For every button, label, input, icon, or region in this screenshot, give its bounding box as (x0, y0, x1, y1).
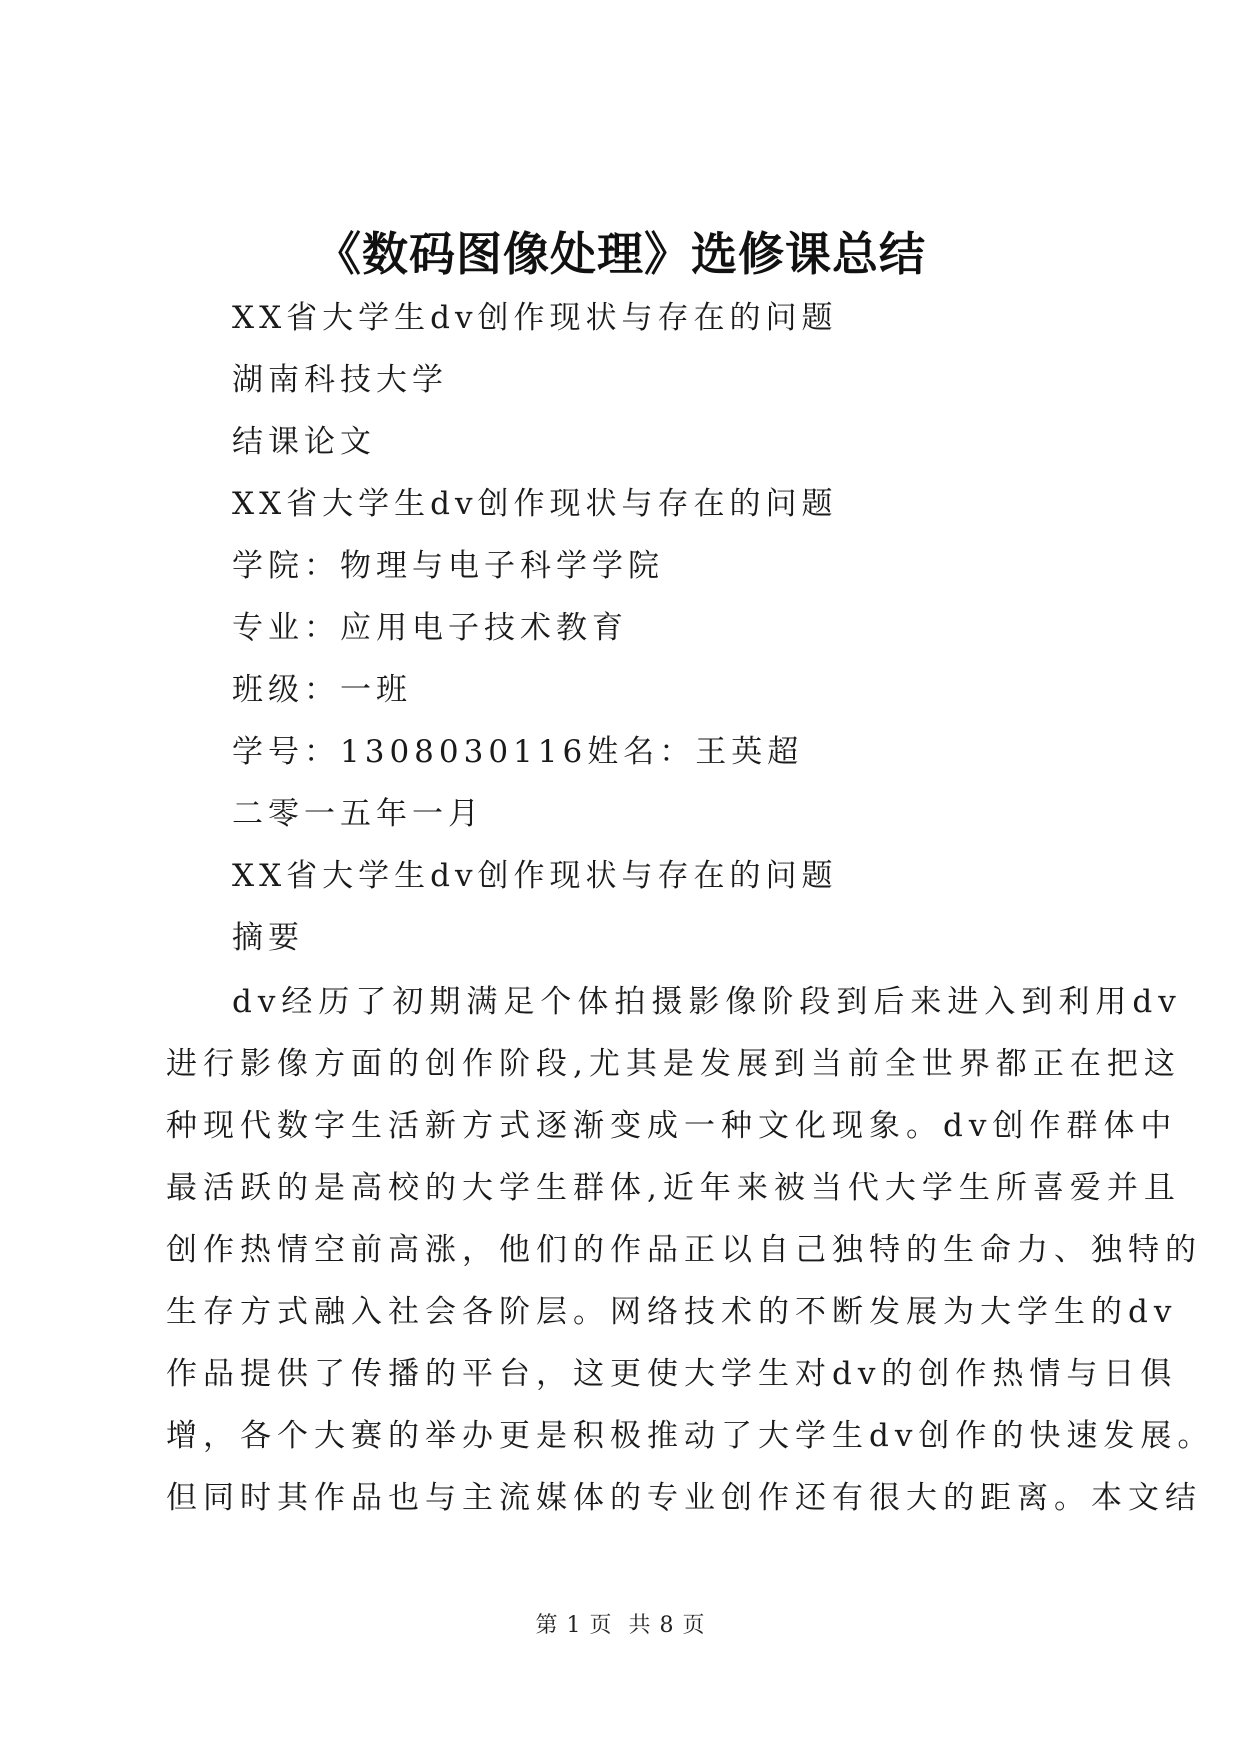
paragraph-line: dv经历了初期满足个体拍摄影像阶段到后来进入到利用dv (232, 984, 1182, 1020)
text-line: 学院：物理与电子科学学院 (232, 548, 664, 584)
paragraph-line: 最活跃的是高校的大学生群体,近年来被当代大学生所喜爱并且 (166, 1170, 1181, 1206)
header-lines (232, 292, 1132, 974)
paragraph-line: 进行影像方面的创作阶段,尤其是发展到当前全世界都正在把这 (166, 1046, 1181, 1082)
abstract-paragraph (166, 971, 1215, 1529)
document-title: 《数码图像处理》选修课总结 (315, 227, 926, 281)
text-line: 二零一五年一月 (232, 796, 484, 832)
paragraph-line: 创作热情空前高涨，他们的作品正以自己独特的生命力、独特的 (166, 1232, 1202, 1268)
text-line: 结课论文 (232, 424, 376, 460)
page-footer (0, 1608, 1241, 1639)
text-line: 学号：1308030116姓名：王英超 (232, 734, 804, 770)
page-number: 第 1 页 (535, 1613, 613, 1638)
text-line: 专业：应用电子技术教育 (232, 610, 628, 646)
paragraph-line: 作品提供了传播的平台，这更使大学生对dv的创作热情与日俱 (166, 1356, 1178, 1392)
text-line: 班级：一班 (232, 672, 412, 708)
paragraph-line: 增，各个大赛的举办更是积极推动了大学生dv创作的快速发展。 (166, 1418, 1215, 1454)
paragraph-line: 但同时其作品也与主流媒体的专业创作还有很大的距离。本文结 (166, 1480, 1202, 1516)
paragraph-line: 种现代数字生活新方式逐渐变成一种文化现象。dv创作群体中 (166, 1108, 1178, 1144)
text-line: XX省大学生dv创作现状与存在的问题 (232, 486, 838, 522)
text-line: XX省大学生dv创作现状与存在的问题 (232, 858, 838, 894)
abstract-heading: 摘要 (232, 920, 304, 956)
page-total: 共 8 页 (628, 1613, 706, 1638)
paragraph-line: 生存方式融入社会各阶层。网络技术的不断发展为大学生的dv (166, 1294, 1178, 1330)
text-line: XX省大学生dv创作现状与存在的问题 (232, 300, 838, 336)
text-line: 湖南科技大学 (232, 362, 448, 398)
